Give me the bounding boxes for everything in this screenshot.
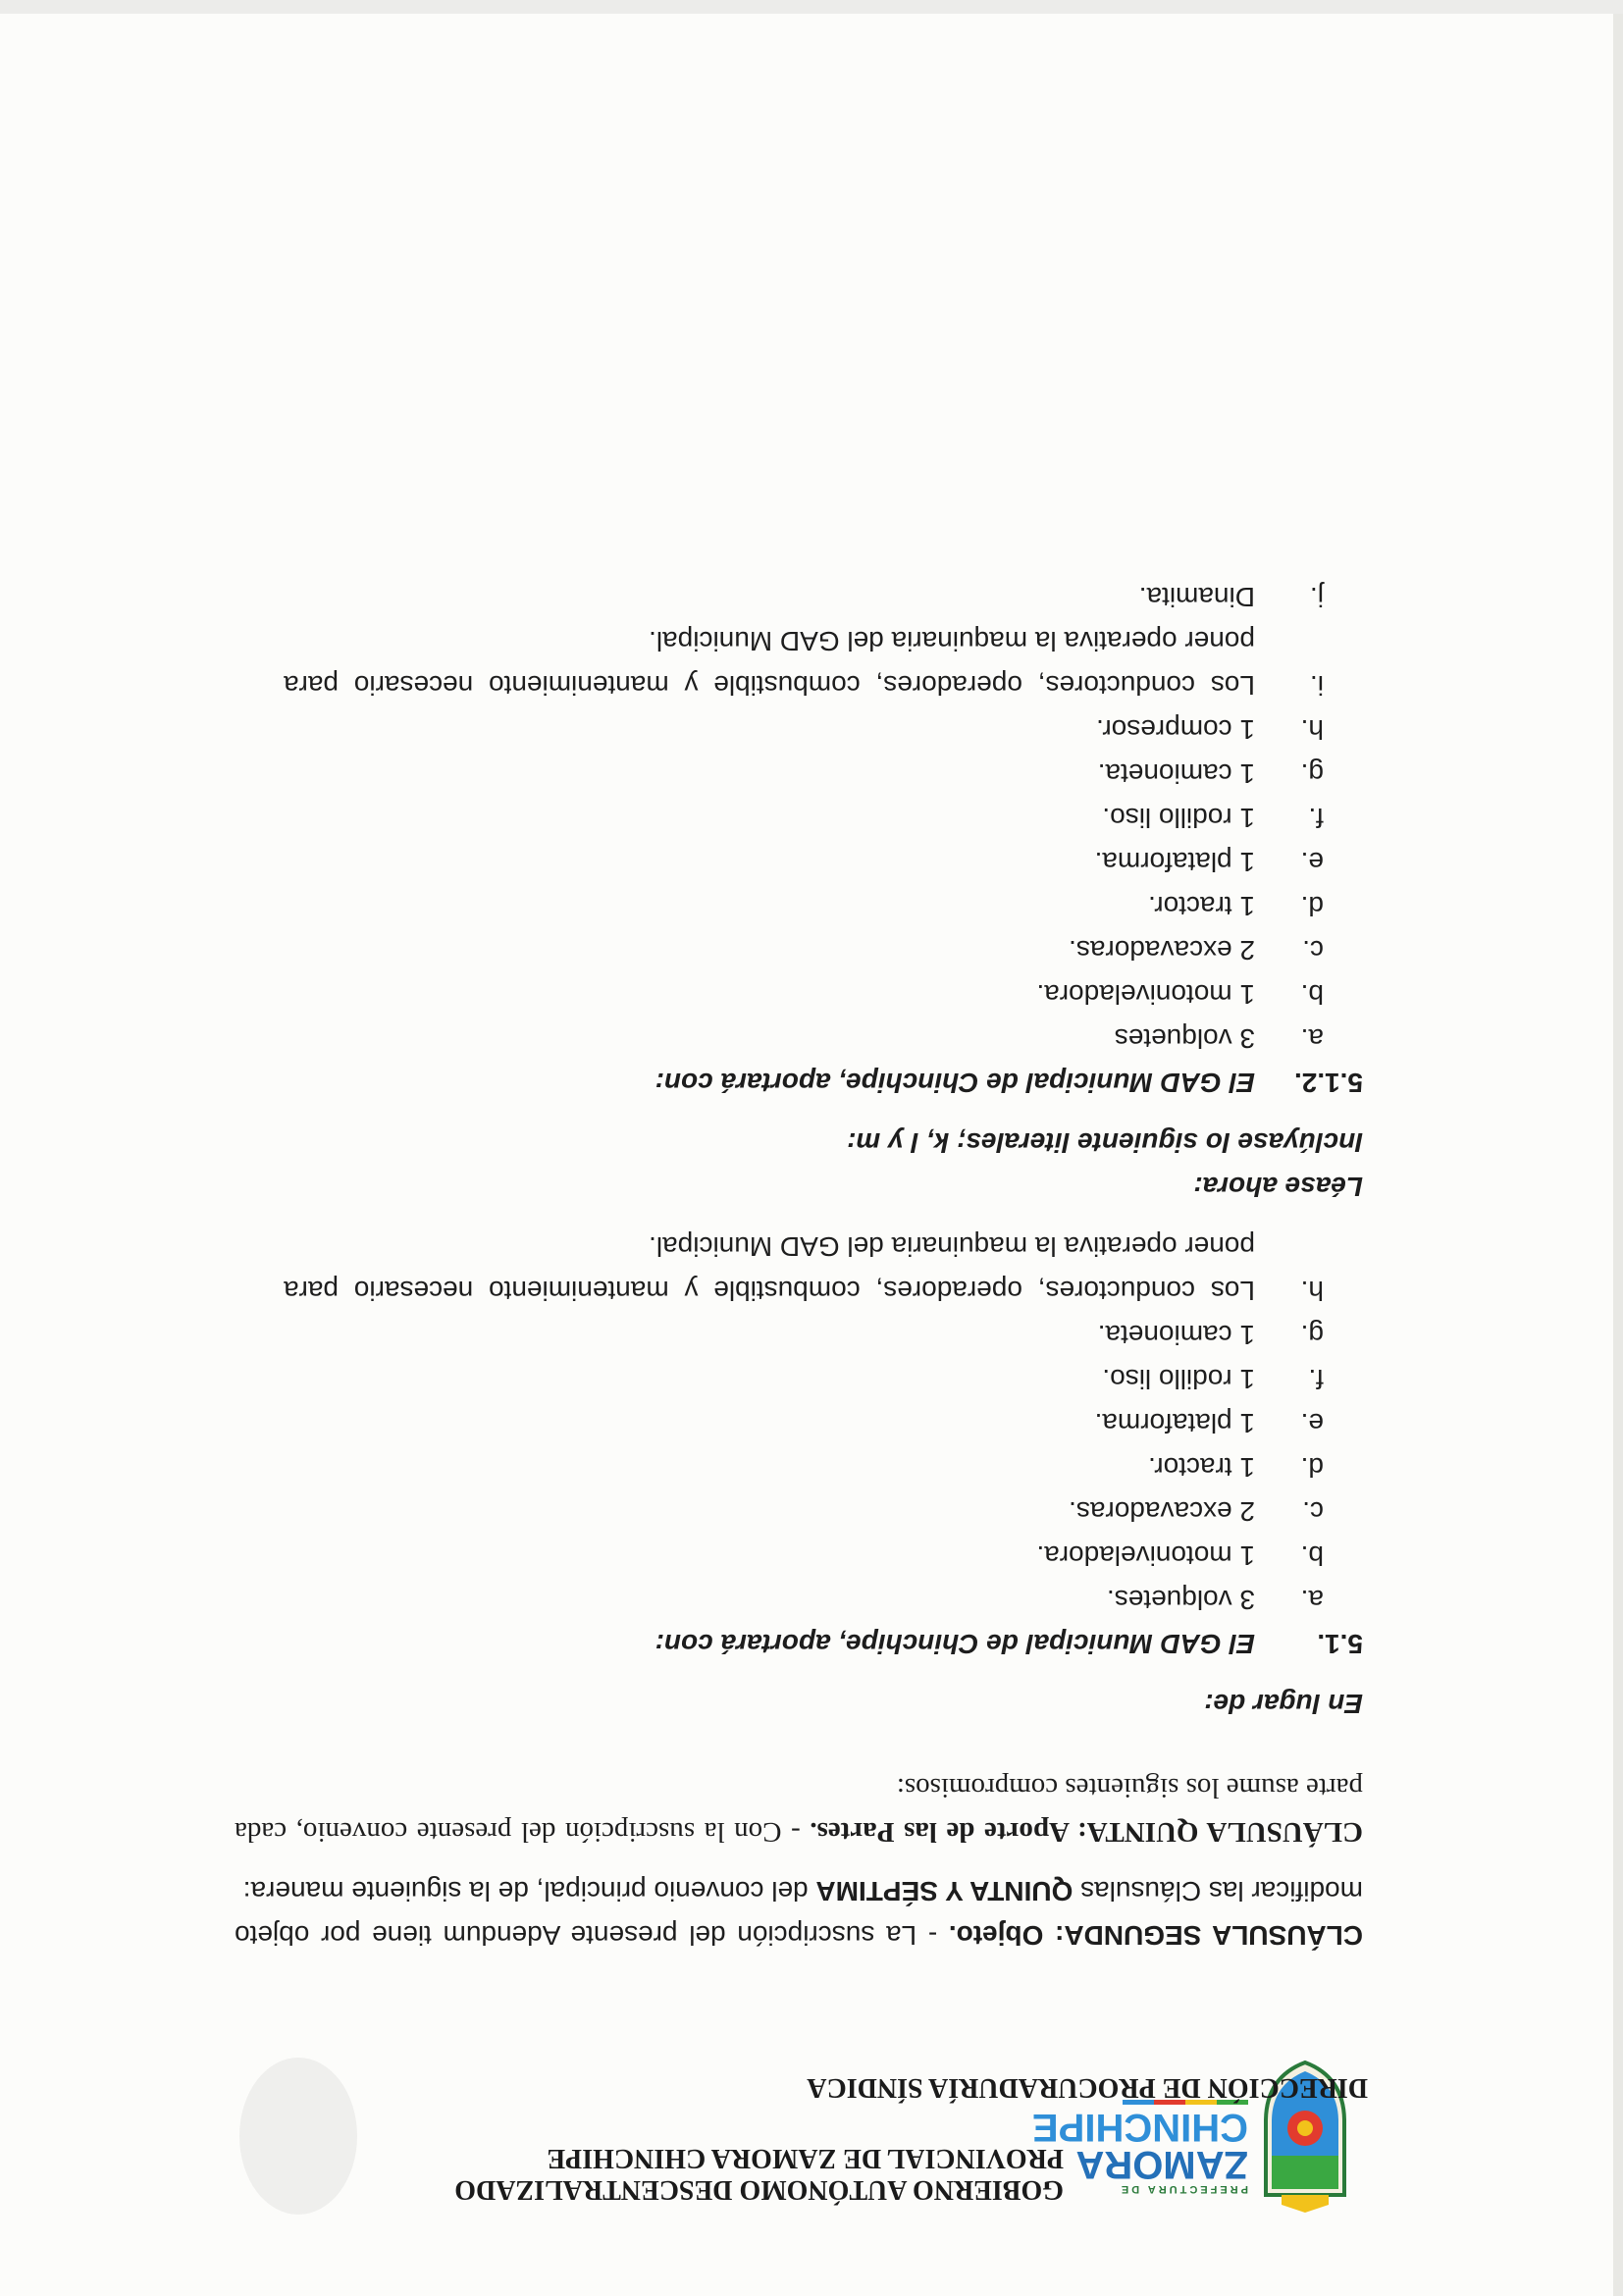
list-item	[235, 752, 1363, 796]
list-item-letter: b.	[1300, 979, 1324, 1010]
list-item	[235, 796, 1363, 840]
department-title: DIRECCIÓN DE PROCURADURÍA SÍNDICA	[807, 2072, 1368, 2103]
watermark-seal	[239, 2058, 357, 2215]
clause-fifth	[235, 1765, 1363, 1853]
document-body	[235, 575, 1363, 1957]
clause-second-title: CLÁUSULA SEGUNDA: Objeto.	[948, 1920, 1363, 1951]
list-item	[235, 1534, 1363, 1578]
list-item	[235, 1357, 1363, 1401]
list-item-text: 1 rodillo liso.	[1102, 803, 1255, 833]
section-5-1-title: El GAD Municipal de Chinchipe, aportará con:	[654, 1629, 1255, 1659]
list-item-text: 1 camioneta.	[1097, 758, 1255, 789]
clause-fifth-text: - Con la suscripción del presente convenio, cada parte asume los siguientes compromisos:	[234, 1772, 1363, 1848]
list-item	[235, 1578, 1363, 1622]
list-item	[235, 619, 1363, 707]
list-item-text: 1 tractor.	[1148, 1452, 1255, 1483]
section-5-1-number: 5.1.	[1317, 1629, 1363, 1659]
list-item-letter: h.	[1300, 714, 1324, 745]
brand-small-text: PREFECTURA DE	[1118, 2183, 1248, 2195]
list-item-text: Los conductores, operadores, combustible y mantenimiento necesario para poner operativa la maquinaria del GAD Municipal.	[284, 626, 1255, 701]
list-item	[235, 707, 1363, 752]
list-item	[235, 1401, 1363, 1445]
lease-ahora-heading: Léase ahora:	[1193, 1172, 1363, 1202]
list-item-text: 1 compresor.	[1096, 714, 1255, 745]
list-item	[235, 575, 1363, 619]
section-5-1-2-title: El GAD Municipal de Chinchipe, aportará con:	[654, 1068, 1255, 1098]
clause-second-bold: QUINTA Y SÉPTIMA	[815, 1876, 1073, 1906]
list-item-text: Los conductores, operadores, combustible y mantenimiento necesario para poner operativa la maquinaria del GAD Municipal.	[284, 1231, 1255, 1306]
list-item-text: Dinamita.	[1138, 582, 1255, 612]
list-item	[235, 972, 1363, 1017]
list-item	[235, 928, 1363, 972]
section-5-1-2-number: 5.1.2.	[1293, 1068, 1363, 1098]
list-item-text: 1 plataforma.	[1094, 1408, 1255, 1438]
clause-fifth-title: CLÁUSULA QUINTA: Aporte de las Partes.	[810, 1816, 1363, 1848]
list-item-letter: d.	[1300, 891, 1324, 921]
incluyase-heading: Inclúyase lo siguiente literales; k, l y m:	[847, 1127, 1363, 1158]
list-item-text: 1 camioneta.	[1097, 1320, 1255, 1350]
list-item	[235, 1225, 1363, 1313]
list-item-text: 2 excavadoras.	[1069, 1496, 1255, 1527]
brand-wordmark	[1031, 2100, 1248, 2195]
list-item-letter: h.	[1300, 1276, 1324, 1306]
list-item-letter: e.	[1300, 847, 1324, 877]
items-list-original	[235, 1225, 1363, 1622]
list-item-text: 1 motoniveladora.	[1036, 979, 1255, 1010]
list-item	[235, 1489, 1363, 1534]
list-item	[235, 1313, 1363, 1357]
letterhead	[200, 2048, 1368, 2215]
section-5-1-2-heading	[235, 1061, 1363, 1105]
list-item-text: 1 motoniveladora.	[1036, 1540, 1255, 1571]
list-item-letter: f.	[1308, 1364, 1324, 1394]
list-item-letter: d.	[1300, 1452, 1324, 1483]
list-item	[235, 884, 1363, 928]
list-item-letter: i.	[1310, 670, 1324, 701]
institution-line-2: PROVINCIAL DE ZAMORA CHINCHIPE	[547, 2143, 1064, 2173]
list-item	[235, 1445, 1363, 1489]
scan-edge-left	[1613, 0, 1623, 2296]
list-item-letter: j.	[1310, 582, 1324, 612]
list-item-letter: e.	[1300, 1408, 1324, 1438]
list-item	[235, 840, 1363, 884]
list-item-letter: c.	[1302, 1496, 1324, 1527]
list-item-letter: g.	[1300, 1320, 1324, 1350]
items-list-new	[235, 575, 1363, 1061]
brand-zamora: ZAMORA	[1075, 2143, 1248, 2186]
list-item	[235, 1017, 1363, 1061]
list-item-text: 1 rodillo liso.	[1102, 1364, 1255, 1394]
list-item-letter: f.	[1308, 803, 1324, 833]
clause-second	[235, 1869, 1363, 1957]
list-item-letter: g.	[1300, 758, 1324, 789]
list-item-text: 3 volquetes	[1114, 1023, 1255, 1054]
clause-second-text-b: del convenio principal, de la siguiente manera:	[242, 1876, 816, 1906]
en-lugar-de-heading: En lugar de:	[1204, 1689, 1363, 1719]
institution-line-1: GOBIERNO AUTÓNOMO DESCENTRALIZADO	[454, 2174, 1064, 2205]
list-item-letter: a.	[1300, 1023, 1324, 1054]
scan-edge-bottom	[0, 0, 1623, 14]
list-item-letter: a.	[1300, 1585, 1324, 1615]
brand-chinchipe: CHINCHIPE	[1031, 2106, 1248, 2149]
section-5-1-heading	[235, 1622, 1363, 1666]
list-item-text: 3 volquetes.	[1107, 1585, 1255, 1615]
list-item-letter: b.	[1300, 1540, 1324, 1571]
clause-second-text-a: - La suscripción del presente Adendum tiene por objeto modificar las Cláusulas	[235, 1876, 1363, 1951]
list-item-text: 2 excavadoras.	[1069, 935, 1255, 965]
list-item-letter: c.	[1302, 935, 1324, 965]
list-item-text: 1 tractor.	[1148, 891, 1255, 921]
list-item-text: 1 plataforma.	[1094, 847, 1255, 877]
